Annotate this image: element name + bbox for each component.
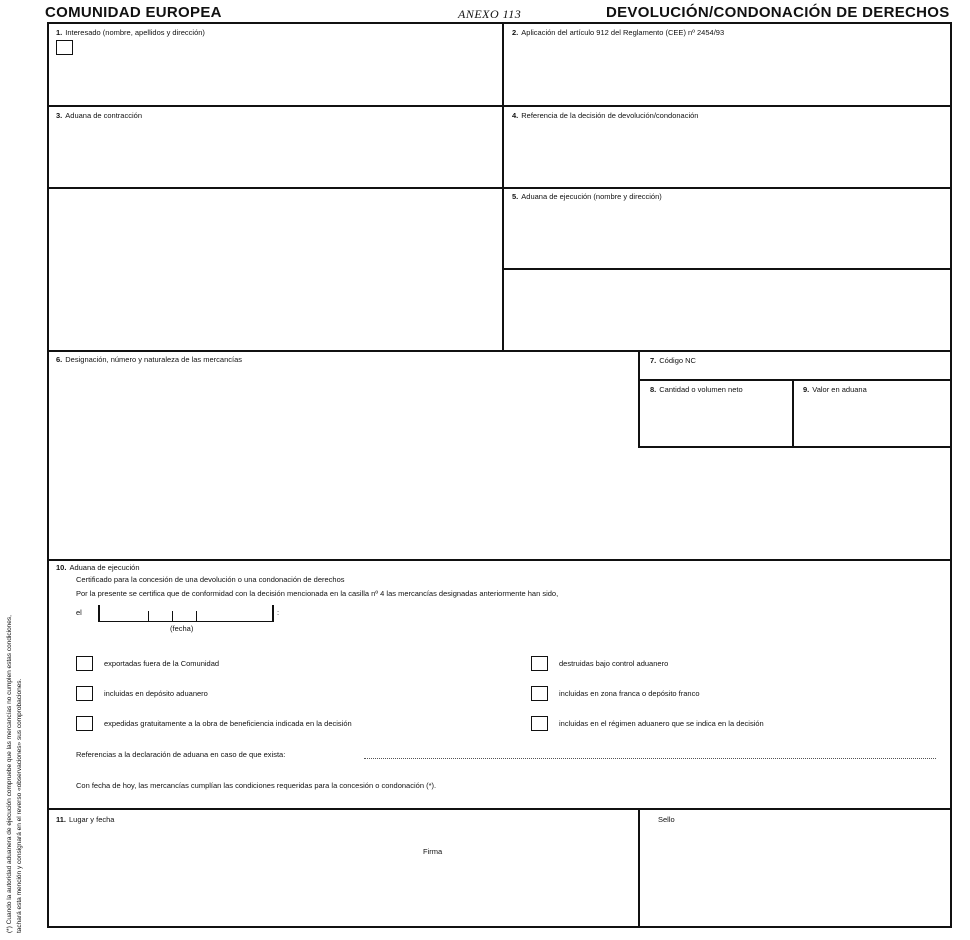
box-2-label: 2. Aplicación del artículo 912 del Reglamento (CEE) nº 2454/93 — [512, 28, 725, 37]
option-exported-label: exportadas fuera de la Comunidad — [104, 659, 220, 668]
signature-label: Firma — [423, 847, 443, 856]
option-customs-procedure-label: incluidas en el régimen aduanero que se indica en la decisión — [559, 719, 764, 728]
checkbox-free-zone[interactable] — [531, 686, 548, 701]
box-11-label: 11. Lugar y fecha — [56, 815, 115, 824]
footnote-vertical — [4, 615, 40, 935]
box-4-label: 4. Referencia de la decisión de devolución/condonación — [512, 111, 699, 120]
annex-number: ANEXO 113 — [458, 7, 522, 21]
references-label: Referencias a la declaración de aduana en caso de que exista: — [76, 750, 286, 759]
checkbox-charity[interactable] — [76, 716, 93, 731]
option-destroyed-label: destruidas bajo control aduanero — [559, 659, 669, 668]
box-7-label: 7. Código NC — [650, 356, 696, 365]
stamp-label: Sello — [658, 815, 675, 824]
box-8-label: 8. Cantidad o volumen neto — [650, 385, 743, 394]
checkbox-exported[interactable] — [76, 656, 93, 671]
date-colon: : — [277, 608, 280, 617]
header-left-title: COMUNIDAD EUROPEA — [45, 4, 222, 21]
box-1-label: 1. Interesado (nombre, apellidos y dirección) — [56, 28, 205, 37]
box-1-checkbox[interactable] — [56, 40, 73, 55]
option-free-zone-label: incluidas en zona franca o depósito franco — [559, 689, 700, 698]
checkbox-customs-warehouse[interactable] — [76, 686, 93, 701]
option-charity-label: expedidas gratuitamente a la obra de beneficiencia indicada en la decisión — [104, 719, 352, 728]
box-10-label: 10. Aduana de ejecución — [56, 563, 140, 572]
box-9-label: 9. Valor en aduana — [803, 385, 867, 394]
box-6-label: 6. Designación, número y naturaleza de las mercancías — [56, 355, 243, 364]
box-3-label: 3. Aduana de contracción — [56, 111, 142, 120]
date-el-label: el — [76, 608, 82, 617]
box-5-label: 5. Aduana de ejecución (nombre y dirección) — [512, 192, 662, 201]
checkbox-customs-procedure[interactable] — [531, 716, 548, 731]
date-caption: (fecha) — [170, 624, 194, 633]
certificate-line: Certificado para la concesión de una devolución o una condonación de derechos — [76, 575, 345, 584]
form-title: DEVOLUCIÓN/CONDONACIÓN DE DERECHOS — [606, 4, 950, 21]
footnote-line-1: (*) Cuando la autoridad aduanera de ejecución compruebe que las mercancías no cumplen estas condiciones, — [6, 615, 13, 933]
references-field[interactable] — [364, 758, 936, 759]
certify-statement: Por la presente se certifica que de conformidad con la decisión mencionada en la casilla nº 4 las mercancías designadas anteriormente han sido, — [76, 589, 559, 598]
option-customs-warehouse-label: incluidas en depósito aduanero — [104, 689, 208, 698]
checkbox-destroyed[interactable] — [531, 656, 548, 671]
conditions-statement: Con fecha de hoy, las mercancías cumplían las condiciones requeridas para la concesión o condonación (*). — [76, 781, 437, 790]
footnote-line-2: tachará esta mención y consignará en el reverso «observaciones» sus comprobaciones. — [16, 678, 23, 933]
